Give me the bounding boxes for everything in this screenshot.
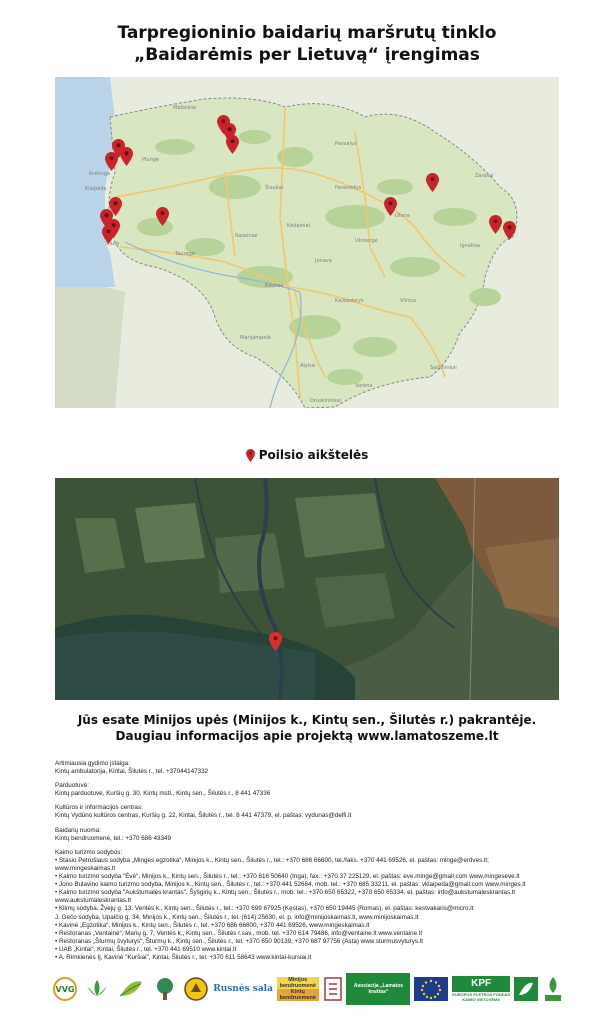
- satellite-map[interactable]: [55, 478, 559, 700]
- rural-line: • UAB „Kintai“, Kintai, Šilutės r., tel. +370 441 69510 www.kintai.lt: [55, 945, 237, 953]
- rental-line: Kintų bendruomenė, tel.: +370 686 43349: [55, 834, 172, 842]
- project-info-line: Daugiau informacijos apie projektą www.lamatoszeme.lt: [115, 729, 499, 743]
- rental-heading: Baidarių nuoma:: [55, 826, 101, 834]
- logo-square-leaf: [514, 975, 538, 1003]
- rural-line: • Kaimo turizmo sodyba "Aukštumalės krantas", Šyšgirių k., Kintų sen., Šilutės r., mob. tel.: +370 650 65322, +370 650 65334, el. paštas: info@aukstumaleskrantas.lt: [55, 889, 516, 897]
- map-pin[interactable]: [226, 135, 239, 154]
- svg-text:Varėna: Varėna: [355, 383, 373, 389]
- you-are-here-line: Jūs esate Minijos upės (Minijos k., Kintų sen., Šilutės r.) pakrantėje.: [77, 713, 537, 727]
- health-heading: Artimiausia gydimo įstaiga:: [55, 760, 130, 767]
- rural-line: • Restoranas „Ventainė“, Marių g. 7, Ventės k., Kintų sen., Šilutės r.sav., mob. tel. +370 614 79486, info@ventaine.lt www.ventaine.lt: [55, 929, 423, 937]
- shop-line: Kintų parduotuvė, Kuršių g. 30, Kintų mstl., Kintų sen., Šilutės r., 8 441 47336: [55, 790, 271, 798]
- rural-line: www.aukstumaleskrantas.lt: [55, 897, 131, 905]
- logo-green-sign: [542, 975, 564, 1003]
- svg-text:Ukmergė: Ukmergė: [355, 238, 378, 244]
- svg-text:Vilnius: Vilnius: [400, 298, 417, 304]
- kintu-line1: Kintų: [277, 989, 319, 995]
- map-pin[interactable]: [120, 147, 133, 166]
- logo-tree: [150, 975, 180, 1003]
- svg-text:Alytus: Alytus: [300, 363, 316, 369]
- svg-text:Kaunas: Kaunas: [265, 283, 284, 289]
- satellite-canvas: [55, 478, 559, 700]
- sponsor-logos: [52, 972, 564, 1006]
- shop-heading: Parduotuvė:: [55, 782, 89, 790]
- rural-line: • Jono Bulavino kaimo turizmo sodyba, Minijos k., Kintų sen., Šilutės r., tel.: +370 441 52684, mob. tel.: +370 685 33211, el. paštas: vklaipeda@gmail.com www.minges.lt: [55, 881, 526, 889]
- rural-line: www.mingeskaimas.lt: [55, 864, 116, 872]
- map-pin[interactable]: [426, 173, 439, 192]
- rental-group: [55, 827, 575, 843]
- minijos-line1: Minijos: [277, 977, 319, 983]
- map-canvas: [55, 77, 559, 408]
- svg-text:Kaišiadorys: Kaišiadorys: [335, 298, 364, 304]
- map-pin[interactable]: [489, 215, 502, 234]
- logo-emblem: [183, 975, 209, 1003]
- logo-lotus: [82, 975, 112, 1003]
- culture-heading: Kultūros ir informacijos centras:: [55, 804, 143, 812]
- svg-text:VVG: VVG: [55, 985, 75, 994]
- rural-line: • Kavinė „Egzotika“, Minijos k., Kintų sen., Šilutės r., tel. +370 686 66600, +370 441 69526, www.mingeskaimas.lt: [55, 921, 370, 929]
- map-pin[interactable]: [503, 221, 516, 240]
- health-line: Kintų ambulatorija, Kintai, Šilutės r., tel. +37044147332: [55, 768, 209, 776]
- kintu-line2: bendruomenė: [277, 995, 319, 1001]
- rural-group: [55, 849, 575, 962]
- svg-text:Šalčininkai: Šalčininkai: [430, 365, 457, 371]
- poster-title: [0, 22, 614, 66]
- svg-text:Ignalina: Ignalina: [460, 243, 480, 249]
- svg-text:Klaipėda: Klaipėda: [85, 186, 107, 192]
- svg-text:Zarasai: Zarasai: [475, 173, 494, 179]
- map-pin[interactable]: [384, 197, 397, 216]
- logo-association-emblem: [323, 975, 343, 1003]
- svg-text:Plungė: Plungė: [142, 157, 159, 163]
- you-are-here: [0, 712, 614, 744]
- svg-text:Jonava: Jonava: [315, 258, 332, 264]
- svg-text:Utena: Utena: [395, 213, 410, 219]
- rural-line: J. Gečo sodyba, Upalčio g. 34, Minijos k., Kintų sen., Šilutės r., tel. (614) 25630, el. p. info@minijoskaimas.lt, www.minijoskaimas.lt: [55, 913, 419, 921]
- map-pin[interactable]: [156, 207, 169, 226]
- route-map[interactable]: [55, 77, 559, 408]
- rural-line: • Stasio Petrošiaus sodyba „Minges egzotika“, Minijos k., Kintų sen., Šilutės r., tel.: +370 686 66600, tel./faks. +370 441 69526, el. paštas: minge@erdves.lt;: [55, 856, 489, 864]
- map-pin[interactable]: [105, 152, 118, 171]
- svg-text:Marijampolė: Marijampolė: [240, 335, 271, 341]
- map-legend: [0, 448, 614, 462]
- logo-communities: [277, 975, 319, 1003]
- logo-eu-flag: [414, 975, 448, 1003]
- svg-text:Šilutė: Šilutė: [105, 241, 120, 247]
- rural-line: • Klimų sodyba, Žvejų g. 13, Ventės k., Kintų sen., Šilutės r., tel.: +370 699 67925 (Kęstas), +370 650 19445 (Romas), el. paštas: kestvakaris@micro.lt: [55, 905, 474, 913]
- svg-text:Druskininkai: Druskininkai: [310, 398, 341, 404]
- current-location-pin[interactable]: [269, 632, 282, 651]
- minijos-line2: bendruomenė: [277, 983, 319, 989]
- health-group: [55, 760, 575, 776]
- culture-group: [55, 804, 575, 820]
- logo-rusnes-sala: Rusnės sala: [213, 984, 273, 994]
- logo-kpf: [452, 975, 510, 1003]
- kpf-caption: EUROPOS PLĖTROS FONDAS KAIMO VIETOVĖMS: [452, 992, 511, 1002]
- svg-text:Pasvalys: Pasvalys: [335, 141, 357, 147]
- map-pin[interactable]: [102, 225, 115, 244]
- logo-vvg: [52, 975, 78, 1003]
- svg-text:Kretinga: Kretinga: [89, 171, 111, 177]
- title-line-2: „Baidarėmis per Lietuvą“ įrengimas: [134, 45, 480, 65]
- title-line-1: Tarpregioninio baidarių maršrutų tinklo: [117, 23, 497, 43]
- rural-line: • A. Rimkienės Ij, Kavinė "Kuršiai", Kintai, Šilutės r., tel. +370 611 58643 www.kintai-kursiai.lt: [55, 953, 312, 961]
- svg-text:Šiauliai: Šiauliai: [265, 185, 284, 191]
- pin-icon: [246, 449, 255, 462]
- rural-line: • Kaimo turizmo sodyba "Ėvė", Minijos k., Kintų sen., Šilutės r., tel.: +370 616 50640 (Inga), fax.: +370 37 225129, el. paštas: eve.minge@gmail.com www.mingeseve.lt: [55, 873, 520, 881]
- svg-text:Panevėžys: Panevėžys: [335, 185, 362, 191]
- legend-label: Poilsio aikštelės: [258, 448, 369, 462]
- svg-text:Mažeikiai: Mažeikiai: [173, 105, 197, 111]
- logo-lamatos-krastas: Asociacija „Lamatos kraštas“: [346, 973, 410, 1005]
- svg-text:Raseiniai: Raseiniai: [235, 233, 258, 239]
- info-block: [55, 760, 575, 968]
- logo-leaf: [116, 975, 146, 1003]
- svg-text:Tauragė: Tauragė: [175, 251, 195, 257]
- rural-heading: Kaimo turizmo sodybos:: [55, 848, 123, 856]
- shop-group: [55, 782, 575, 798]
- kpf-label: KPF: [452, 976, 510, 992]
- rural-line: • Restoranas „Šturmų švyturys“, Šturmų k., Kintų sen., Šilutės r., tel. +370 650 90139, +370 687 97756 (Asta) www.sturmusvyturys.lt: [55, 937, 423, 945]
- svg-text:Kėdainiai: Kėdainiai: [287, 223, 310, 229]
- culture-line: Kintų Vydūno kultūros centras, Kuršių g. 22, Kintai, Šilutės r., tel. 8 441 47379, el. paštas: vydunas@delfi.lt: [55, 812, 352, 820]
